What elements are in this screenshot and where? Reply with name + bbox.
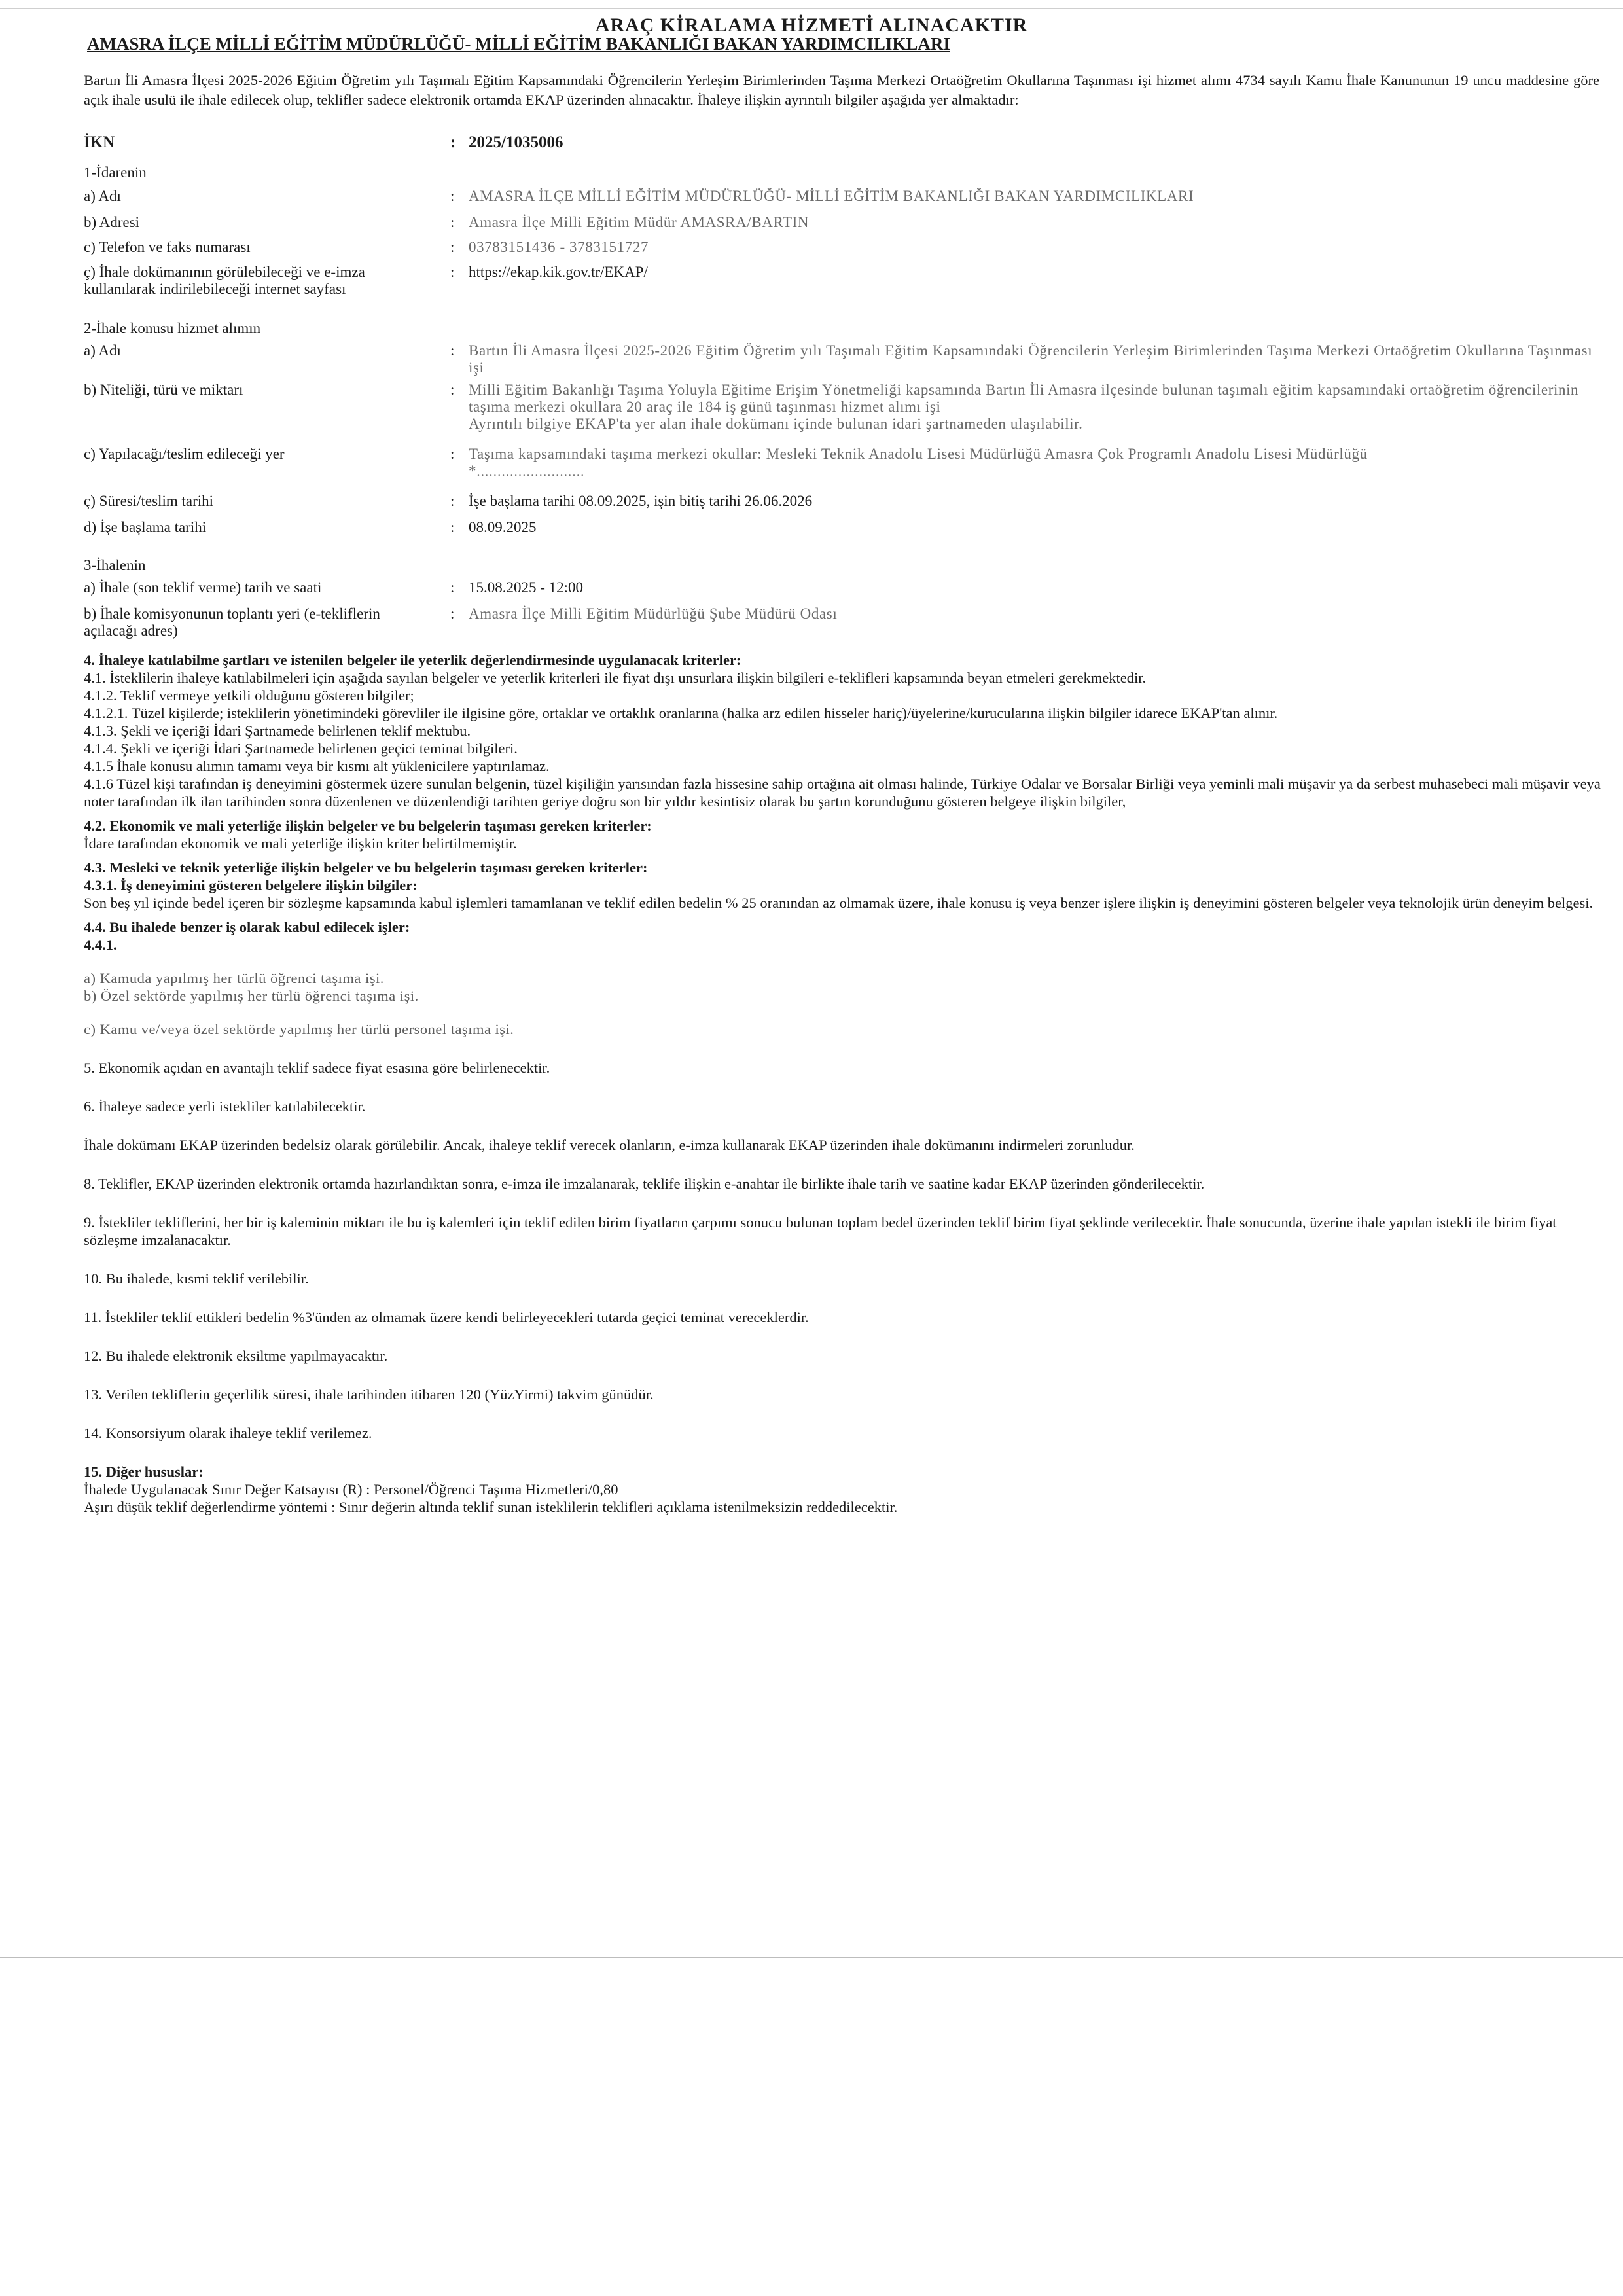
colon: :	[450, 519, 455, 535]
criteria-4-4-1: 4.4.1.	[84, 937, 117, 953]
item-14: 14. Konsorsiyum olarak ihaleye teklif verilemez.	[84, 1425, 372, 1441]
colon: :	[450, 188, 455, 204]
hizmet-start-label: d) İşe başlama tarihi	[84, 519, 207, 535]
header	[0, 14, 1623, 37]
institution-title: AMASRA İLÇE MİLLİ EĞİTİM MÜDÜRLÜĞÜ- MİLLİ EĞİTİM BAKANLIĞI BAKAN YARDIMCILIKLARI	[87, 34, 950, 54]
hizmet-place-row	[84, 446, 1609, 493]
item-9: 9. İstekliler tekliflerini, her bir iş kaleminin miktarı ile bu iş kalemleri için teklif edilen birim fiyatların çarpımı sonucu bulunan toplam bedel üzerinden teklif birim fiyat şeklinde verilecektir. İhale sonucunda, üzerine ihale yapılan istekli ile birim fiyat sözleşme imzalanacaktır.	[84, 1214, 1557, 1248]
ihale-room-value: Amasra İlçe Milli Eğitim Müdürlüğü Şube Müdürü Odası	[469, 605, 838, 622]
hizmet-start-row	[84, 519, 1609, 557]
colon: :	[450, 579, 455, 596]
ihale-date-value: 15.08.2025 - 12:00	[469, 579, 584, 596]
idare-name-row	[84, 188, 1609, 214]
item-7: İhale dokümanı EKAP üzerinden bedelsiz olarak görülebilir. Ancak, ihaleye teklif verecek olanların, e-imza kullanarak EKAP üzerinden ihale dokümanını indirmeleri zorunludur.	[84, 1137, 1135, 1153]
criteria-4-1-5: 4.1.5 İhale konusu alımın tamamı veya bir kısmı alt yüklenicilere yaptırılamaz.	[84, 758, 550, 774]
criteria-4-3-1: Son beş yıl içinde bedel içeren bir sözleşme kapsamında kabul işlemleri tamamlanan ve teklif edilen bedelin % 25 oranından az olmamak üzere, ihale konusu iş veya benzer işlere ilişkin iş deneyimini gösteren belgeler veya teknolojik ürün deneyim belgesi.	[84, 895, 1594, 911]
hizmet-name-label: a) Adı	[84, 342, 121, 359]
colon: :	[450, 382, 455, 398]
hizmet-nature-label: b) Niteliği, türü ve miktarı	[84, 382, 243, 398]
hizmet-nature-value	[469, 382, 1609, 433]
ihale-date-row	[84, 579, 1609, 605]
criteria-heading: 4. İhaleye katılabilme şartları ve istenilen belgeler ile yeterlik değerlendirmesinde uygulanacak kriterler:	[84, 652, 741, 668]
hizmet-nature-note: Ayrıntılı bilgiye EKAP'ta yer alan ihale dokümanı içinde bulunan idari şartnameden ulaşılabilir.	[469, 416, 1083, 432]
idare-address-value: Amasra İlçe Milli Eğitim Müdür AMASRA/BARTIN	[469, 214, 810, 230]
colon: :	[450, 264, 455, 280]
criteria-4-1-3: 4.1.3. Şekli ve içeriği İdari Şartnamede belirlenen teklif mektubu.	[84, 723, 471, 739]
idare-web-label-line2: kullanılarak indirilebileceği internet sayfası	[84, 281, 346, 297]
hizmet-duration-label: ç) Süresi/teslim tarihi	[84, 493, 214, 509]
ikn-value: 2025/1035006	[469, 134, 563, 151]
hizmet-duration-row	[84, 493, 1609, 519]
item-8: 8. Teklifler, EKAP üzerinden elektronik ortamda hazırlandıktan sonra, e-imza ile imzalanarak, teklife ilişkin e-anahtar ile birlikte ihale tarih ve saatine kadar EKAP üzerinden gönderilecektir.	[84, 1175, 1205, 1192]
similar-work-a: a) Kamuda yapılmış her türlü öğrenci taşıma işi.	[84, 970, 384, 986]
hizmet-start-value: 08.09.2025	[469, 519, 537, 535]
colon: :	[450, 342, 455, 359]
criteria-4-1-2-1: 4.1.2.1. Tüzel kişilerde; isteklilerin yönetimindeki görevliler ile ilgisine göre, ortaklar ve ortaklık oranlarına (halka arz edilen hisseler hariç)/üyelerine/kurucularına ilişkin bilgiler idarece EKAP'tan alınır.	[84, 705, 1278, 721]
hizmet-name-value: Bartın İli Amasra İlçesi 2025-2026 Eğitim Öğretim yılı Taşımalı Eğitim Kapsamındaki Öğrencilerin Yerleşim Birimlerinden Taşıma Merkezi Ortaöğretim Okullarına Taşınması işi	[469, 342, 1593, 376]
bottom-divider	[0, 1957, 1623, 1958]
criteria-4-1-2: 4.1.2. Teklif vermeye yetkili olduğunu gösteren bilgiler;	[84, 687, 414, 704]
criteria-4-2-heading: 4.2. Ekonomik ve mali yeterliğe ilişkin belgeler ve bu belgelerin taşıması gereken kriterler:	[84, 817, 652, 834]
ikn-row	[84, 134, 1609, 155]
item-6: 6. İhaleye sadece yerli istekliler katılabilecektir.	[84, 1098, 366, 1115]
announcement-title: ARAÇ KİRALAMA HİZMETİ ALINACAKTIR	[595, 14, 1028, 36]
hizmet-nature-row	[84, 382, 1609, 446]
similar-work-b: b) Özel sektörde yapılmış her türlü öğrenci taşıma işi.	[84, 988, 419, 1004]
colon: :	[450, 214, 455, 230]
idare-web-label-line1: ç) İhale dokümanının görülebileceği ve e-imza	[84, 264, 365, 280]
tender-info-table	[84, 134, 1609, 645]
hizmet-place-dots: *..........................	[469, 463, 585, 479]
other-r-line: İhalede Uygulanacak Sınır Değer Katsayısı (R) : Personel/Öğrenci Taşıma Hizmetleri/0,80	[84, 1481, 618, 1498]
criteria-4-1-6: 4.1.6 Tüzel kişi tarafından iş deneyimini göstermek üzere sunulan belgenin, tüzel kişiliğin yarısından fazla hissesine sahip ortağına ait olması halinde, Türkiye Odalar ve Borsalar Birliği veya yeminli mali müşavir ya da serbest muhasebeci mali müşavir veya noter tarafından ilk ilan tarihinden sonra düzenlenen ve düzenlendiği tarihten geriye doğru son bir yıldır kesintisiz olarak bu şartın korunduğunu gösteren belgeye ilişkin bilgiler,	[84, 776, 1601, 810]
item-11: 11. İstekliler teklif ettikleri bedelin %3'ünden az olmamak üzere kendi belirleyecekleri tutarda geçici teminat vereceklerdir.	[84, 1309, 809, 1325]
colon: :	[450, 605, 455, 622]
item-12: 12. Bu ihalede elektronik eksiltme yapılmayacaktır.	[84, 1348, 388, 1364]
criteria-4-4-heading: 4.4. Bu ihalede benzer iş olarak kabul edilecek işler:	[84, 919, 410, 935]
idare-web-value: https://ekap.kik.gov.tr/EKAP/	[469, 264, 648, 280]
idare-phone-label: c) Telefon ve faks numarası	[84, 239, 251, 255]
top-divider	[0, 8, 1623, 9]
hizmet-place-value	[469, 446, 1609, 480]
criteria-4-2: İdare tarafından ekonomik ve mali yeterliğe ilişkin kriter belirtilmemiştir.	[84, 835, 517, 852]
idare-name-value: AMASRA İLÇE MİLLİ EĞİTİM MÜDÜRLÜĞÜ- MİLLİ EĞİTİM BAKANLIĞI BAKAN YARDIMCILIKLARI	[469, 188, 1194, 204]
item-13: 13. Verilen tekliflerin geçerlilik süresi, ihale tarihinden itibaren 120 (YüzYirmi) takvim günüdür.	[84, 1386, 654, 1403]
colon: :	[450, 493, 455, 509]
criteria-4-1: 4.1. İsteklilerin ihaleye katılabilmeleri için aşağıda sayılan belgeler ve yeterlik kriterleri ile fiyat dışı unsurlara ilişkin bilgileri e-teklifleri kapsamında beyan etmeleri gerekmektedir.	[84, 670, 1147, 686]
other-method: Aşırı düşük teklif değerlendirme yöntemi : Sınır değerin altında teklif sunan isteklilerin teklifleri açıklama istenilmeksizin reddedilecektir.	[84, 1499, 898, 1515]
section-1-heading: 1-İdarenin	[84, 164, 147, 181]
hizmet-name-row	[84, 342, 1609, 382]
criteria-section	[84, 651, 1609, 1516]
hizmet-nature-text: Milli Eğitim Bakanlığı Taşıma Yoluyla Eğitime Erişim Yönetmeliği kapsamında Bartın İli Amasra ilçesinde bulunan taşımalı eğitim kapsamındaki ortaöğretim öğrencilerinin taşıma merkezi okullara 20 araç ile 184 iş günü taşınması hizmet alımı işi	[469, 382, 1579, 415]
criteria-4-3-heading: 4.3. Mesleki ve teknik yeterliğe ilişkin belgeler ve bu belgelerin taşıması gereken kriterler:	[84, 859, 648, 876]
idare-web-row	[84, 264, 1609, 320]
hizmet-place-label: c) Yapılacağı/teslim edileceği yer	[84, 446, 285, 462]
idare-address-row	[84, 214, 1609, 239]
ihale-date-label: a) İhale (son teklif verme) tarih ve saati	[84, 579, 322, 596]
colon: :	[450, 239, 455, 255]
ihale-room-label	[84, 605, 450, 639]
other-heading: 15. Diğer hususlar:	[84, 1463, 204, 1480]
idare-web-label	[84, 264, 450, 298]
item-5: 5. Ekonomik açıdan en avantajlı teklif sadece fiyat esasına göre belirlenecektir.	[84, 1060, 550, 1076]
section-2-heading: 2-İhale konusu hizmet alımın	[84, 320, 261, 336]
ihale-room-label-line1: b) İhale komisyonunun toplantı yeri (e-tekliflerin	[84, 605, 380, 622]
hizmet-duration-value: İşe başlama tarihi 08.09.2025, işin bitiş tarihi 26.06.2026	[469, 493, 813, 509]
similar-work-c: c) Kamu ve/veya özel sektörde yapılmış her türlü personel taşıma işi.	[84, 1021, 514, 1037]
section-3-heading: 3-İhalenin	[84, 557, 146, 573]
colon: :	[450, 134, 456, 151]
ihale-room-label-line2: açılacağı adres)	[84, 622, 178, 639]
hizmet-place-text: Taşıma kapsamındaki taşıma merkezi okullar: Mesleki Teknik Anadolu Lisesi Müdürlüğü Amasra Çok Programlı Anadolu Lisesi Müdürlüğü	[469, 446, 1368, 462]
intro-paragraph: Bartın İli Amasra İlçesi 2025-2026 Eğitim Öğretim yılı Taşımalı Eğitim Kapsamındaki Öğrencilerin Yerleşim Birimlerinden Taşıma Merkezi Ortaöğretim Okullarına Taşınması işi hizmet alımı 4734 sayılı Kamu İhale Kanununun 19 uncu maddesine göre açık ihale usulü ile ihale edilecek olup, teklifler sadece elektronik ortamda EKAP üzerinden alınacaktır. İhaleye ilişkin ayrıntılı bilgiler aşağıda yer almaktadır:	[84, 72, 1599, 108]
idare-name-label: a) Adı	[84, 188, 121, 204]
idare-address-label: b) Adresi	[84, 214, 139, 230]
idare-phone-row	[84, 239, 1609, 264]
item-10: 10. Bu ihalede, kısmi teklif verilebilir.	[84, 1270, 309, 1287]
ihale-room-row	[84, 605, 1609, 645]
colon: :	[450, 446, 455, 462]
idare-phone-value: 03783151436 - 3783151727	[469, 239, 649, 255]
criteria-4-1-4: 4.1.4. Şekli ve içeriği İdari Şartnamede belirlenen geçici teminat bilgileri.	[84, 740, 518, 757]
criteria-4-3-1-heading: 4.3.1. İş deneyimini gösteren belgelere ilişkin bilgiler:	[84, 877, 418, 893]
ikn-label: İKN	[84, 134, 115, 151]
